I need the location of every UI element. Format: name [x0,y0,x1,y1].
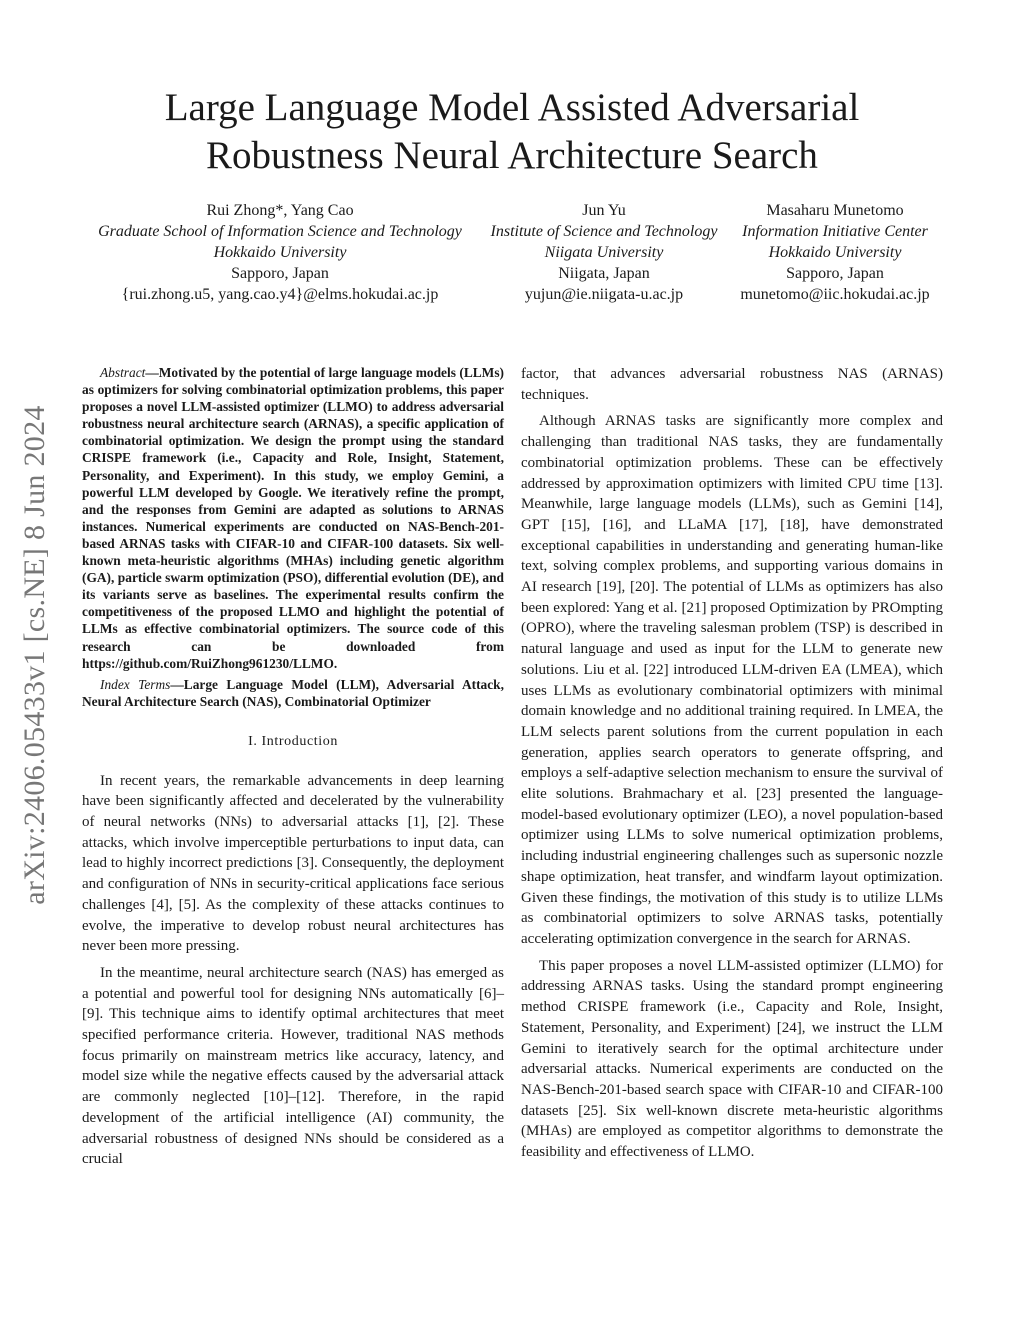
author-name: Rui Zhong*, Yang Cao [206,202,354,219]
author-location: Sapporo, Japan [231,265,329,282]
right-column [521,364,943,1169]
author-affiliation: Graduate School of Information Science and Technology [98,223,462,240]
arxiv-sidebar [0,360,70,950]
author-affiliation: Institute of Science and Technology [490,223,718,240]
author-location: Niigata, Japan [558,265,650,282]
author-email: yujun@ie.niigata-u.ac.jp [524,286,684,303]
index-terms [82,676,504,710]
author-university: Hokkaido University [768,244,902,261]
author-3 [730,200,940,305]
author-location: Sapporo, Japan [786,265,884,282]
author-block [0,200,1024,310]
paper-title [100,84,924,180]
left-column [82,364,504,1176]
body-paragraph: In the meantime, neural architecture search (NAS) has emerged as a potential and powerful tool for designing NNs automatically [6]–[9]. This technique aims to identify optimal architectures that meet specified performance criteria. However, traditional NAS methods focus primarily on mainstream metrics like accuracy, latency, and model size while the negative effects caused by the adversarial attack are commonly neglected [10]–[12]. Therefore, in the rapid development of the artificial intelligence (AI) community, the adversarial robustness of designed NNs should be considered as a crucial [82,964,504,1168]
author-email: {rui.zhong.u5, yang.cao.y4}@elms.hokudai.ac.jp [121,286,439,303]
author-affiliation: Information Initiative Center [742,223,928,240]
title-line: Robustness Neural Architecture Search [206,134,818,177]
author-email: munetomo@iic.hokudai.ac.jp [740,286,930,303]
body-paragraph: Although ARNAS tasks are significantly more complex and challenging than traditional NAS tasks, they are fundamentally combinatorial optimization problems. These can be effectively addressed by approximation optimizers with limited CPU time [13]. Meanwhile, large language models (LLMs), such as Gemini [14], GPT [15], [16], and LLaMA [17], [18], have demonstrated exceptional capabilities in understanding and generating human-like text, solving complex problems, and supporting various domains in AI research [19], [20]. The potential of LLMs as optimizers has also been explored: Yang et al. [21] proposed Optimization by PROmpting (OPRO), where the traveling salesman problem (TSP) is described in natural language and used as input for the LLM to generate new solutions. Liu et al. [22] introduced LLM-driven EA (LMEA), which uses LLMs as evolutionary combinatorial optimizers with minimal domain knowledge and no additional training required. In LMEA, the LLM selects parent solutions from the current population in each generation, applies search operators to generate offspring, and employs a self-adaptive selection mechanism to ensure the survival of elite solutions. Brahmachary et al. [23] presented the language-model-based evolutionary optimizer (LEO), a novel population-based optimizer using LLMs to solve numerical optimization problems, including industrial engineering challenges such as supersonic nozzle shape optimization, heat transfer, and windfarm layout optimization. Given these findings, the motivation of this study is to utilize LLMs as combinatorial optimizers to solve ARNAS tasks, potentially accelerating optimization convergence in the search for ARNAS. [521,413,943,947]
body-paragraph-continued: factor, that advances adversarial robustness NAS (ARNAS) techniques. [521,366,943,403]
body-paragraph: This paper proposes a novel LLM-assisted optimizer (LLMO) for addressing ARNAS tasks. Using the standard prompt engineering method CRISPE framework (i.e., Capacity and Role, Insight, Statement, Personality, and Experiment) [24], we instruct the LLM Gemini to iteratively search for the optimal architecture under adversarial attacks. Numerical experiments are conducted on the NAS-Bench-201-based search space with CIFAR-10 and CIFAR-100 datasets [25]. Six well-known discrete meta-heuristic algorithms (MHAs) are employed as competitor algorithms to demonstrate the feasibility and effectiveness of LLMO. [521,957,943,1161]
index-terms-label: Index Terms [100,676,171,692]
author-university: Hokkaido University [213,244,347,261]
index-terms-text: —Large Language Model (LLM), Adversarial Attack, Neural Architecture Search (NAS), Combinatorial Optimizer [82,676,504,709]
abstract-label: Abstract [100,365,146,380]
author-university: Niigata University [544,244,664,261]
title-line: Large Language Model Assisted Adversarial [164,86,860,129]
section-heading: I. Introduction [248,733,338,749]
author-2 [484,200,724,305]
author-name: Jun Yu [582,202,626,219]
author-1 [80,200,480,305]
author-name: Masaharu Munetomo [766,202,904,219]
abstract-text: —Motivated by the potential of large language models (LLMs) as optimizers for solving combinatorial optimization problems, this paper proposes a novel LLM-assisted optimizer (LLMO) to address adversarial robustness neural architecture search (ARNAS), a specific application of combinatorial optimization. We design the prompt using the standard CRISPE framework (i.e., Capacity and Role, Insight, Statement, Personality, and Experiment). In this study, we employ Gemini, a powerful LLM developed by Google. We iteratively refine the prompt, and the responses from Gemini are adapted as solutions to ARNAS instances. Numerical experiments are conducted on NAS-Bench-201-based ARNAS tasks with CIFAR-10 and CIFAR-100 datasets. Six well-known meta-heuristic algorithms (MHAs) including genetic algorithm (GA), particle swarm optimization (PSO), differential evolution (DE), and its variants serve as baselines. The experimental results confirm the competitiveness of the proposed LLMO and highlight the potential of LLMs as effective combinatorial optimizers. The source code of this research can be downloaded from https://github.com/RuiZhong961230/LLMO. [82,365,504,671]
arxiv-identifier: arXiv:2406.05433v1 [cs.NE] 8 Jun 2024 [18,405,51,905]
body-paragraph: In recent years, the remarkable advancements in deep learning have been significantly affected and decelerated by the vulnerability of neural networks (NNs) to adversarial attacks [1], [2]. These attacks, which involve imperceptible perturbations to input data, can lead to highly incorrect predictions [3]. Consequently, the deployment and configuration of NNs in security-critical applications face serious challenges [4], [5]. As the complexity of these attacks continues to evolve, the imperative to develop robust neural architectures has never been more pressing. [82,772,504,955]
abstract [82,364,504,672]
